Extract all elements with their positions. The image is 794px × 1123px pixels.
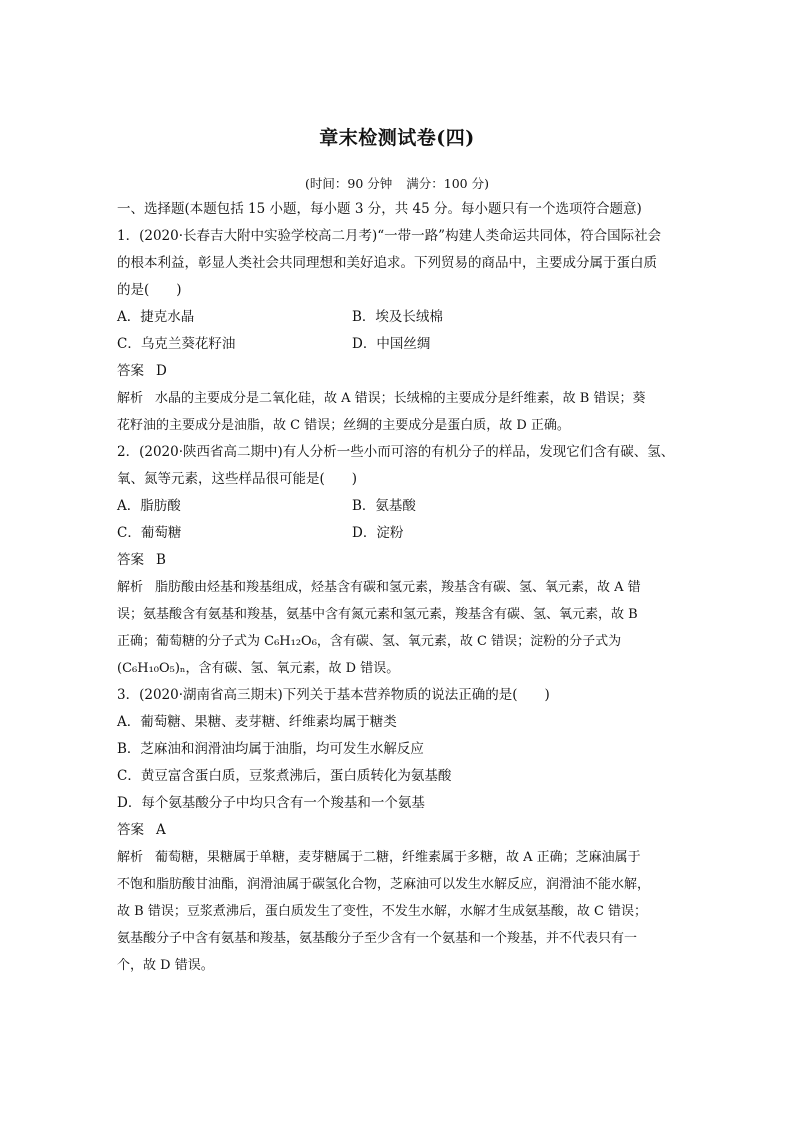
option-b: B．氨基酸 (352, 498, 416, 514)
exam-meta (0, 174, 794, 192)
analysis-text: 脂肪酸由烃基和羧基组成，烃基含有碳和氢元素，羧基含有碳、氢、氧元素，故 A 错 (155, 580, 641, 595)
answer-label: 答案 (117, 822, 144, 838)
exam-body (117, 196, 679, 979)
analysis (117, 574, 679, 682)
question-2 (117, 439, 679, 682)
analysis-line: (C₆H₁₀O₅)ₙ，含有碳、氢、氧元素，故 D 错误。 (117, 661, 400, 676)
answer-line (117, 547, 679, 574)
analysis-line: 故 B 错误；豆浆煮沸后，蛋白质发生了变性，不发生水解，水解才生成氨基酸，故 C 错误； (117, 904, 648, 919)
question-stem-line: 氧、氮等元素，这些样品很可能是( ) (117, 471, 358, 487)
analysis-label: 解析 (117, 580, 144, 595)
option-d: D．淀粉 (352, 525, 404, 541)
answer-label: 答案 (117, 552, 144, 568)
option-b: B．芝麻油和润滑油均属于油脂，均可发生水解反应 (117, 741, 424, 757)
answer-line (117, 358, 679, 385)
analysis-line: 不饱和脂肪酸甘油酯，润滑油属于碳氢化合物，芝麻油可以发生水解反应，润滑油不能水解， (117, 877, 651, 892)
option-a: A．葡萄糖、果糖、麦芽糖、纤维素均属于糖类 (117, 714, 397, 730)
option-c: C．乌克兰葵花籽油 (117, 336, 236, 352)
question-stem-line: 的根本利益，彰显人类社会共同理想和美好追求。下列贸易的商品中，主要成分属于蛋白质 (117, 255, 657, 271)
analysis-line: 花籽油的主要成分是油脂，故 C 错误；丝绸的主要成分是蛋白质，故 D 正确。 (117, 418, 570, 433)
option-a: A．脂肪酸 (117, 498, 181, 514)
answer-line (117, 817, 679, 844)
options-row (117, 520, 679, 547)
analysis-line (117, 385, 679, 412)
question-3 (117, 682, 679, 979)
section-heading: 一、选择题(本题包括 15 小题，每小题 3 分，共 45 分。每小题只有一个选项符合题意) (117, 201, 642, 217)
answer-value: A (156, 822, 166, 838)
analysis (117, 844, 679, 979)
analysis-line: 个，故 D 错误。 (117, 958, 214, 973)
answer-value: D (156, 363, 167, 379)
question-stem-line: 1．(2020·长春吉大附中实验学校高二月考)“一带一路”构建人类命运共同体，符合国际社会 (117, 228, 662, 244)
analysis-text: 葡萄糖，果糖属于单糖，麦芽糖属于二糖，纤维素属于多糖，故 A 正确；芝麻油属于 (155, 850, 641, 865)
page-title: 章末检测试卷(四) (319, 127, 475, 149)
analysis-label: 解析 (117, 391, 144, 406)
analysis-line (117, 844, 679, 871)
question-1 (117, 223, 679, 439)
question-stem-line: 的是( ) (117, 282, 182, 298)
option-b: B．埃及长绒棉 (352, 309, 443, 325)
analysis-text: 水晶的主要成分是二氧化硅，故 A 错误；长绒棉的主要成分是纤维素，故 B 错误；葵 (155, 391, 646, 406)
options-row (117, 304, 679, 331)
analysis-line: 氨基酸分子中含有氨基和羧基，氨基酸分子至少含有一个氨基和一个羧基，并不代表只有一 (117, 931, 638, 946)
exam-time: (时间：90 分钟 (305, 176, 393, 191)
analysis-line: 误；氨基酸含有氨基和羧基，氨基中含有氮元素和氢元素，羧基含有碳、氢、氧元素，故 B (117, 607, 638, 622)
options-row (117, 493, 679, 520)
answer-value: B (156, 552, 166, 568)
analysis-line (117, 574, 679, 601)
option-d: D．中国丝绸 (352, 336, 431, 352)
analysis-line: 正确；葡萄糖的分子式为 C₆H₁₂O₆，含有碳、氢、氧元素，故 C 错误；淀粉的分子式为 (117, 634, 622, 649)
exam-score: 满分：100 分) (406, 176, 489, 191)
option-c: C．葡萄糖 (117, 525, 182, 541)
question-stem-line: 3．(2020·湖南省高三期末)下列关于基本营养物质的说法正确的是( ) (117, 687, 550, 703)
answer-label: 答案 (117, 363, 144, 379)
analysis-label: 解析 (117, 850, 144, 865)
question-stem-line: 2．(2020·陕西省高二期中)有人分析一些小而可溶的有机分子的样品，发现它们含有碳、氢、 (117, 444, 675, 460)
option-a: A．捷克水晶 (117, 309, 195, 325)
options-row (117, 331, 679, 358)
option-d: D．每个氨基酸分子中均只含有一个羧基和一个氨基 (117, 795, 425, 811)
analysis (117, 385, 679, 439)
option-c: C．黄豆富含蛋白质，豆浆煮沸后，蛋白质转化为氨基酸 (117, 768, 452, 784)
